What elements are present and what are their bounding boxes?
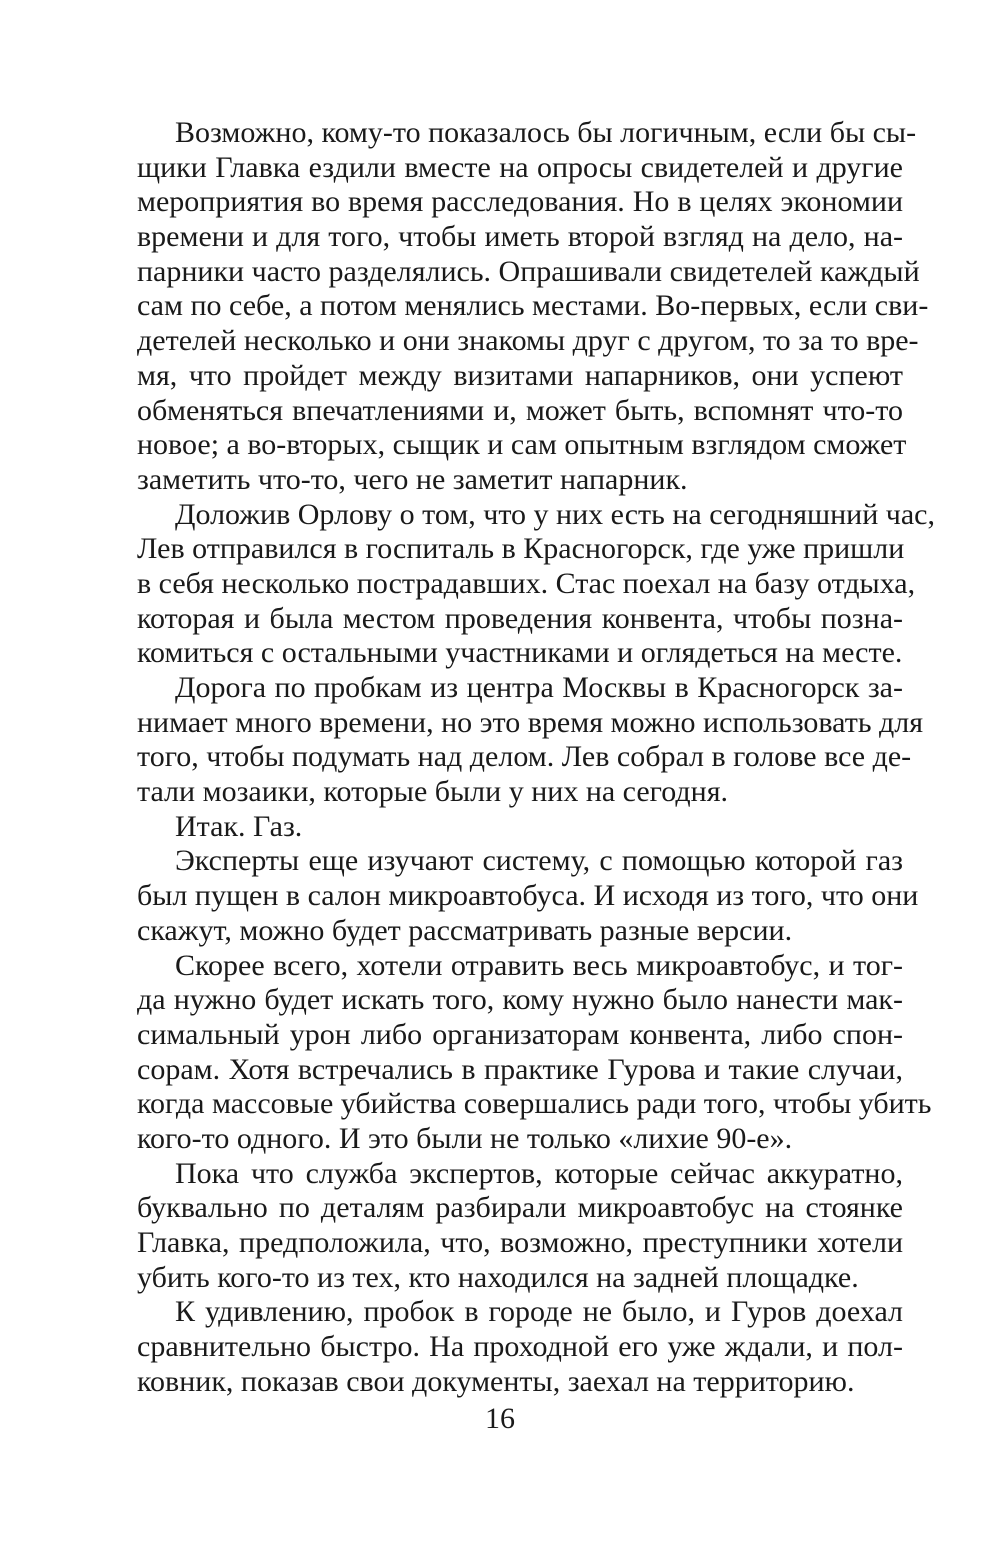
text-line: новое; а во-вторых, сыщик и сам опытным взглядом сможет	[137, 428, 907, 462]
text-line: да нужно будет искать того, кому нужно было нанести мак-	[137, 983, 903, 1017]
text-line: симальный урон либо организаторам конвента, либо спон-	[137, 1017, 903, 1051]
text-line: времени и для того, чтобы иметь второй взгляд на дело, на-	[137, 220, 903, 254]
paragraph	[137, 948, 932, 1157]
body-text	[137, 116, 935, 1399]
paragraph	[137, 116, 929, 498]
paragraph	[137, 1295, 903, 1399]
text-line: убить кого-то из тех, кто находился на задней площадке.	[137, 1260, 859, 1294]
text-line: детелей несколько и они знакомы друг с другом, то за то вре-	[137, 324, 919, 358]
text-line: К удивлению, пробок в городе не было, и Гуров доехал	[175, 1295, 903, 1329]
text-line: Главка, предположила, что, возможно, преступники хотели	[137, 1226, 903, 1259]
paragraph	[137, 497, 935, 671]
text-line: сам по себе, а потом менялись местами. Во-первых, если сви-	[137, 289, 929, 323]
text-line: тали мозаики, которые были у них на сегодня.	[137, 775, 728, 809]
text-line: того, чтобы подумать над делом. Лев собрал в голове все де-	[137, 740, 912, 774]
paragraph	[137, 671, 924, 810]
text-line: мя, что пройдет между визитами напарников, они успеют	[137, 358, 903, 392]
text-line: когда массовые убийства совершались ради того, чтобы убить	[137, 1087, 932, 1121]
text-line: Скорее всего, хотели отравить весь микроавтобус, и тог-	[175, 948, 903, 982]
text-line: Лев отправился в госпиталь в Красногорск, где уже пришли	[137, 532, 905, 566]
text-line: Итак. Газ.	[175, 809, 303, 843]
text-line: в себя несколько пострадавших. Стас поехал на базу отдыха,	[137, 566, 916, 600]
text-line: сравнительно быстро. На проходной его уже ждали, и пол-	[137, 1330, 903, 1364]
paragraph	[137, 810, 903, 845]
page-number: 16	[485, 1402, 515, 1435]
paragraph	[137, 1157, 903, 1296]
text-line: мероприятия во время расследования. Но в целях экономии	[137, 185, 903, 219]
text-line: Эксперты еще изучают систему, с помощью которой газ	[175, 844, 903, 878]
text-line: буквально по деталям разбирали микроавтобус на стоянке	[137, 1191, 903, 1225]
text-line: Дорога по пробкам из центра Москвы в Красногорск за-	[175, 671, 903, 704]
text-line: нимает много времени, но это время можно использовать для	[137, 705, 924, 739]
text-line: Пока что служба экспертов, которые сейчас аккуратно,	[175, 1156, 903, 1190]
text-line: щики Главка ездили вместе на опросы свидетелей и другие	[137, 150, 903, 184]
text-line: скажут, можно будет рассматривать разные версии.	[137, 913, 793, 947]
text-line: обменяться впечатлениями и, может быть, вспомнят что-то	[137, 393, 903, 427]
text-line: ковник, показав свои документы, заехал на территорию.	[137, 1364, 855, 1398]
text-line: кого-то одного. И это были не только «лихие 90-е».	[137, 1121, 793, 1155]
text-line: заметить что-то, чего не заметит напарник.	[137, 462, 688, 496]
text-line: был пущен в салон микроавтобуса. И исходя из того, что они	[137, 879, 919, 913]
text-line: парники часто разделялись. Опрашивали свидетелей каждый	[137, 254, 920, 288]
paragraph	[137, 844, 919, 948]
text-line: которая и была местом проведения конвента, чтобы позна-	[137, 601, 903, 635]
text-line: комиться с остальными участниками и оглядеться на месте.	[137, 636, 903, 670]
text-line: Возможно, кому-то показалось бы логичным, если бы сы-	[175, 116, 917, 149]
text-line: Доложив Орлову о том, что у них есть на сегодняшний час,	[175, 497, 935, 531]
text-line: сорам. Хотя встречались в практике Гурова и такие случаи,	[137, 1052, 903, 1086]
